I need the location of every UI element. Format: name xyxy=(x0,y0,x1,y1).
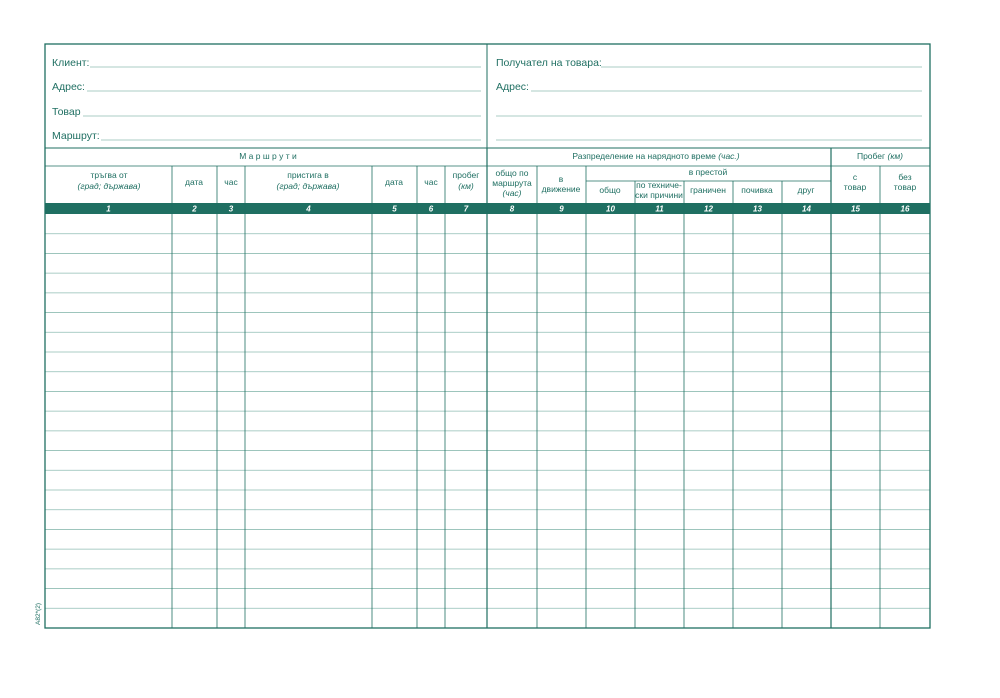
recipient-address-label: Адрес: xyxy=(496,81,529,93)
departs-from-header: тръгва от xyxy=(90,170,128,180)
goods-label: Товар xyxy=(52,106,81,118)
mileage-unit-text: (км) xyxy=(887,151,904,161)
column-number: 7 xyxy=(463,204,469,214)
departs-city-country-header: (град; държава) xyxy=(77,181,141,191)
column-number: 12 xyxy=(704,204,713,214)
moving-header-2: движение xyxy=(541,184,581,194)
technical-header-2: ски причини xyxy=(635,190,683,200)
mileage-group-header xyxy=(857,151,903,161)
without-goods-header-2: товар xyxy=(893,182,917,192)
arrival-date-header: дата xyxy=(384,177,404,187)
moving-header-1: в xyxy=(558,174,564,184)
column-number: 1 xyxy=(106,204,111,214)
without-goods-header-1: без xyxy=(898,172,912,182)
column-number: 13 xyxy=(753,204,762,214)
mileage-main-text: Пробег xyxy=(856,151,886,161)
column-number: 15 xyxy=(851,204,860,214)
form-code: A82*(2) xyxy=(35,602,42,625)
column-number: 2 xyxy=(192,204,197,214)
route-label: Маршрут: xyxy=(52,130,100,142)
column-number: 16 xyxy=(900,204,910,214)
column-number: 14 xyxy=(802,204,811,214)
mileage-header: пробег xyxy=(452,170,480,180)
arrival-hour-header: час xyxy=(424,177,438,187)
rest-header: почивка xyxy=(741,185,773,195)
technical-header-1: по техниче- xyxy=(636,180,682,190)
border-header: граничен xyxy=(690,185,726,195)
client-label: Клиент: xyxy=(52,57,90,69)
recipient-label: Получател на товара: xyxy=(496,57,602,69)
total-route-header-1: общо по xyxy=(495,168,529,178)
address-label: Адрес: xyxy=(52,81,85,93)
total-route-header-2: маршрута xyxy=(492,178,532,188)
column-number: 6 xyxy=(428,204,434,214)
column-number: 9 xyxy=(559,204,564,214)
with-goods-header-2: товар xyxy=(843,182,867,192)
other-header: друг xyxy=(797,185,815,195)
idle-total-header: общо xyxy=(599,185,621,195)
arrives-city-country-header: (град; държава) xyxy=(276,181,340,191)
idle-group-header: в престой xyxy=(688,167,728,177)
arrives-in-header: пристига в xyxy=(287,170,329,180)
column-number: 8 xyxy=(509,204,515,214)
column-number: 3 xyxy=(228,204,234,214)
distribution-unit-text: (час.) xyxy=(718,151,740,161)
with-goods-header-1: с xyxy=(852,172,858,182)
distribution-group-header xyxy=(572,151,739,161)
column-number: 10 xyxy=(606,204,615,214)
table-column-lines xyxy=(172,148,880,628)
distribution-main-text: Разпределение на нарядното време xyxy=(572,151,716,161)
total-route-header-3: (час) xyxy=(502,188,522,198)
routes-group-header: М а р ш р у т и xyxy=(239,151,297,161)
departure-hour-header: час xyxy=(224,177,238,187)
column-number: 5 xyxy=(392,204,397,214)
mileage-km-header: (км) xyxy=(458,181,474,191)
departure-date-header: дата xyxy=(184,177,204,187)
top-fill-lines xyxy=(83,67,922,140)
column-number: 11 xyxy=(655,204,664,214)
column-number: 4 xyxy=(306,204,311,214)
